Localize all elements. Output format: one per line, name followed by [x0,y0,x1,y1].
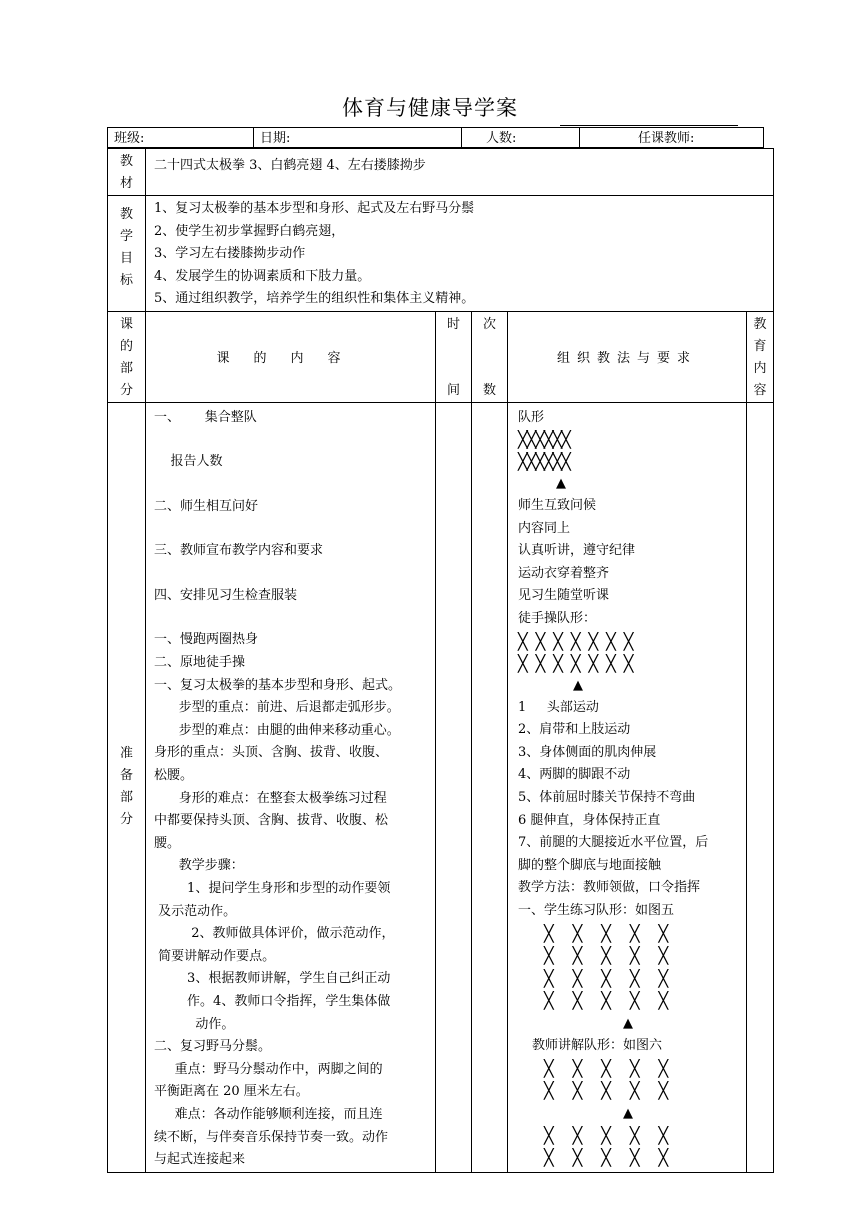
exercise-row-2: ╳╳╳╳╳╳╳ [518,653,642,673]
content-line: 简要讲解动作要点。 [154,948,276,964]
content-line: 一、慢跑两圈热身 [154,632,259,648]
content-line: 四、安排见习生检查服装 [154,587,298,603]
content-line [154,474,431,496]
organization-line: 7、前腿的大腿接近水平位置，后 [518,835,709,851]
organization-line: 内容同上 [518,520,571,536]
date-field: 日期: [253,127,461,148]
time-cell [436,402,472,1172]
content-line: 2、教师做具体评价，做示范动作， [154,926,395,942]
organization-line: 5、体前屈时膝关节保持不弯曲 [518,790,696,806]
objective-item: 4、发展学生的协调素质和下肢力量。 [154,268,371,284]
practice-grid-row: ╳╳╳╳╳ [544,923,688,943]
organization-line: 师生互致问候 [518,498,597,514]
page-title: 体育与健康导学案 [342,96,518,120]
organization-content [508,402,747,1172]
organization-line: 一、学生练习队形：如图五 [518,903,675,918]
formation-row-2: ╳╳╳╳╳╳ [518,452,570,472]
content-line: 身形的重点：头顶、含胸、拔背、收腹、 [154,745,389,761]
material-row [108,149,774,196]
content-line: 一、复习太极拳的基本步型和身形、起式。 [154,677,402,693]
content-line: 与起式连接起来 [154,1152,246,1168]
organization-line: 2、肩带和上肢运动 [518,722,631,738]
content-line: 教学步骤： [154,858,244,874]
content-line: 及示范动作。 [154,903,237,919]
lesson-table [107,148,774,1173]
content-line: 步型的重点：前进、后退都走弧形步。 [154,700,400,716]
education-cell [747,402,774,1172]
lecture-grid-row: ╳╳╳╳╳ [544,1081,688,1101]
content-line [154,518,431,540]
objectives-row [108,196,774,312]
content-line: 动作。 [154,1016,235,1032]
content-line: 一、 集合整队 [154,409,257,425]
objective-item: 1、复习太极拳的基本步型和身形、起式及左右野马分鬃 [154,201,475,216]
content-line: 报告人数 [154,454,223,470]
objective-item: 2、使学生初步掌握野白鹤亮翅， [154,223,345,239]
content-header: 课的内容 [146,311,436,402]
preparation-content [146,402,436,1172]
lecture-grid-row: ╳╳╳╳╳ [544,1058,688,1078]
preparation-label: 准 备 部 分 [108,402,146,1172]
lecture-grid-row: ╳╳╳╳╳ [544,1148,688,1168]
organization-line: 见习生随堂听课 [518,588,610,604]
teacher-field: 任课教师: [579,127,764,148]
teacher-triangle-icon: ▲ [623,1015,633,1031]
teacher-triangle-icon: ▲ [573,677,583,693]
content-line: 三、教师宣布教学内容和要求 [154,543,324,559]
content-line: 二、原地徒手操 [154,655,246,671]
content-line: 续不断，与伴奏音乐保持节奏一致。动作 [154,1129,389,1145]
title-underline [560,125,738,126]
organization-line: 1 头部运动 [518,699,599,715]
formation-label: 队形 [518,409,545,425]
content-line: 平衡距离在 20 厘米左右。 [154,1084,309,1100]
organization-line: 3、身体侧面的肌肉伸展 [518,744,657,760]
content-line: 3、根据教师讲解，学生自己纠正动 [154,971,391,987]
content-line: 二、复习野马分鬃。 [154,1039,272,1055]
content-line: 难点：各动作能够顺利连接，而且连 [154,1106,383,1122]
formation-row-1: ╳╳╳╳╳╳ [518,430,570,450]
content-line: 重点：野马分鬃动作中，两脚之间的 [154,1061,383,1077]
content-line [154,607,431,629]
objectives-list [146,196,774,312]
organization-line: 教学方法：教师领做，口令指挥 [518,880,701,896]
organization-line: 脚的整个脚底与地面接触 [518,857,662,873]
practice-grid-row: ╳╳╳╳╳ [544,946,688,966]
organization-line: 运动衣穿着整齐 [518,565,610,581]
content-line: 步型的难点：由腿的曲伸来移动重心。 [154,722,400,738]
part-header: 课 的 部 分 [108,311,146,402]
content-line [154,563,431,585]
count-cell [472,402,508,1172]
content-line: 作。4、教师口令指挥，学生集体做 [154,993,391,1009]
header-row [107,127,764,148]
organization-line: 徒手操队形： [518,611,597,627]
objectives-label: 教 学 目 标 [108,196,146,312]
teacher-triangle-icon: ▲ [623,1105,633,1121]
count-header: 次 数 [472,311,508,402]
content-line: 腰。 [154,835,181,851]
material-text: 二十四式太极拳 3、白鹤亮翅 4、左右搂膝拗步 [146,149,774,196]
content-lines [154,407,431,1172]
class-field: 班级: [107,127,253,148]
lecture-grid-row: ╳╳╳╳╳ [544,1125,688,1145]
content-line: 中都要保持头顶、含胸、拔背、收腹、松 [154,813,389,829]
column-header-row [108,311,774,402]
time-header: 时 间 [436,311,472,402]
content-line [154,429,431,451]
count-field: 人数: [461,127,579,148]
organization-header: 组织教法与要求 [508,311,747,402]
organization-line: 6 腿伸直，身体保持正直 [518,812,661,828]
content-line: 松腰。 [154,768,194,784]
organization-lines-b [518,697,742,923]
content-line: 1、提问学生身形和步型的动作要领 [154,881,391,896]
education-header: 教 育 内 容 [747,311,774,402]
preparation-row [108,402,774,1172]
organization-line: 4、两脚的脚跟不动 [518,767,631,783]
figure6-label: 教师讲解队形：如图六 [532,1037,663,1053]
organization-line: 认真听讲，遵守纪律 [518,543,636,559]
exercise-row-1: ╳╳╳╳╳╳╳ [518,631,642,651]
organization-lines-a [518,495,742,631]
practice-grid-row: ╳╳╳╳╳ [544,991,688,1011]
content-line: 身形的难点：在整套太极拳练习过程 [154,790,387,806]
material-label: 教 材 [108,149,146,196]
objective-item: 3、学习左右搂膝拗步动作 [154,246,306,261]
practice-grid-row: ╳╳╳╳╳ [544,968,688,988]
teacher-triangle-icon: ▲ [556,476,566,492]
objective-item: 5、通过组织教学，培养学生的组织性和集体主义精神。 [154,291,475,306]
content-line: 二、师生相互问好 [154,498,259,514]
